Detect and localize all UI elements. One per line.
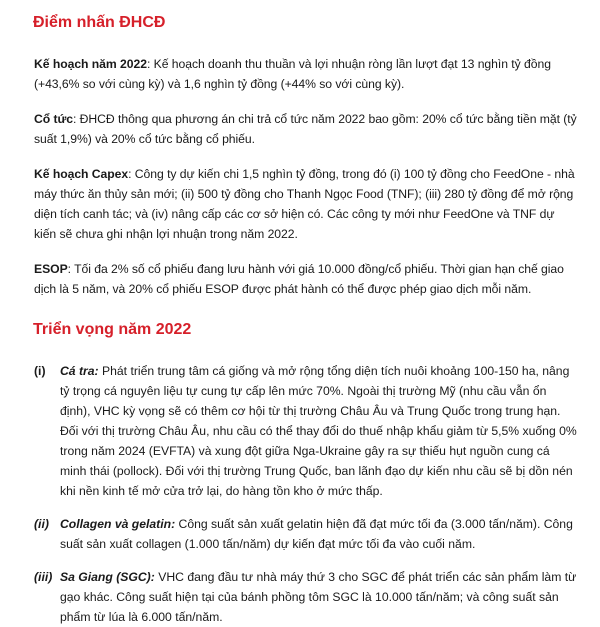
item-text: Công suất sản xuất gelatin hiện đã đạt mức tối đa (3.000 tấn/năm). Công suất sản xuất collagen (1.000 tấn/năm) dự kiến đạt mức tối đa vào cuối năm. xyxy=(60,517,573,551)
paragraph-lead: ESOP xyxy=(34,262,68,276)
item-body xyxy=(60,514,578,554)
item-lead: Collagen và gelatin: xyxy=(60,517,176,531)
paragraph-capex xyxy=(34,164,578,244)
paragraph-text: : Công ty dự kiến chi 1,5 nghìn tỷ đồng, trong đó (i) 100 tỷ đồng cho FeedOne - nhà máy thức ăn thủy sản mới; (ii) 500 tỷ đồng cho Thanh Ngọc Food (TNF); (iii) 280 tỷ đồng để mở rộng diện tích canh tác; và (iv) nâng cấp các cơ sở hiện có. Các công ty mới như FeedOne và TNF dự kiến sẽ chưa ghi nhận lợi nhuận trong năm 2022. xyxy=(34,167,575,241)
item-marker: (i) xyxy=(34,364,46,378)
paragraph-dividend xyxy=(34,109,578,149)
item-lead: Cá tra: xyxy=(60,364,99,378)
paragraph-lead: Cổ tức xyxy=(34,112,73,126)
section-title-outlook-2022: Triển vọng năm 2022 xyxy=(33,321,192,338)
item-body xyxy=(60,361,578,501)
item-lead: Sa Giang (SGC): xyxy=(60,570,155,584)
paragraph-text: : Tối đa 2% số cổ phiếu đang lưu hành với giá 10.000 đồng/cổ phiếu. Thời gian hạn chế giao dịch là 5 năm, và 20% cổ phiếu ESOP được phát hành có thể được phép giao dịch mỗi năm. xyxy=(34,262,564,296)
paragraph-lead: Kế hoạch Capex xyxy=(34,167,129,181)
paragraph-plan-2022 xyxy=(34,54,578,94)
section-title-agm-highlights: Điểm nhấn ĐHCĐ xyxy=(33,14,166,31)
item-text: Phát triển trung tâm cá giống và mở rộng tổng diện tích nuôi khoảng 100-150 ha, nâng tỷ trọng cá nguyên liệu tự cung tự cấp lên mức 70%. Ngoài thị trường Mỹ (nhu cầu vẫn ổn định), VHC kỳ vọng sẽ có thêm cơ hội từ thị trường Châu Âu và Trung Quốc trong trung hạn. Đối với thị trường Châu Âu, nhu cầu có thể thay đổi do thuế nhập khẩu giảm từ 5,5% xuống 0% trong năm 2024 (EVFTA) và xung đột giữa Nga-Ukraine gây ra sự thiếu hụt nguồn cung cá minh thái (pollock). Đối với thị trường Trung Quốc, ban lãnh đạo dự kiến nhu cầu sẽ bị dồn nén khi nền kinh tế mở cửa trở lại, do hàng tồn kho ở mức thấp. xyxy=(60,364,577,498)
item-marker: (ii) xyxy=(34,517,49,531)
paragraph-text: : Kế hoạch doanh thu thuần và lợi nhuận ròng lần lượt đạt 13 nghìn tỷ đồng (+43,6% so với cùng kỳ) và 1,6 nghìn tỷ đồng (+44% so với cùng kỳ). xyxy=(34,57,551,91)
outlook-item-collagen-gelatin xyxy=(34,514,578,554)
outlook-item-pangasius xyxy=(34,361,578,501)
item-text: VHC đang đầu tư nhà máy thứ 3 cho SGC để phát triển các sản phẩm làm từ gạo khác. Công suất hiện tại của bánh phồng tôm SGC là 10.000 tấn/năm; và công suất sản phẩm từ lúa là 6.000 tấn/năm. xyxy=(60,570,577,624)
item-body xyxy=(60,567,578,627)
paragraph-esop xyxy=(34,259,578,299)
outlook-item-sa-giang xyxy=(34,567,578,627)
paragraph-lead: Kế hoạch năm 2022 xyxy=(34,57,147,71)
item-marker: (iii) xyxy=(34,570,53,584)
paragraph-text: : ĐHCĐ thông qua phương án chi trả cổ tức năm 2022 bao gồm: 20% cổ tức bằng tiền mặt (tỷ suất 1,9%) và 20% cổ tức bằng cổ phiếu. xyxy=(34,112,577,146)
